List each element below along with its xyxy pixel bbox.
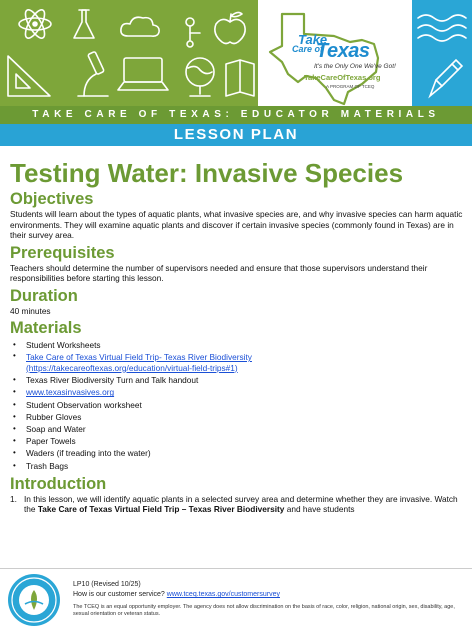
duration-section [10, 287, 464, 317]
logo-take: Take [298, 32, 328, 47]
tceq-seal-icon [8, 574, 60, 626]
list-item: • Trash Bags [13, 460, 69, 471]
objectives-section [10, 190, 464, 241]
objectives-text: Students will learn about the types of aquatic plants, what invasive species are, and why invasive species can harm aquatic environments. They will examine aquatic plants and discover if certain invasive species (commonly found in Texas) are in their survey area. [10, 209, 463, 240]
bullet-icon: • [13, 375, 16, 385]
footer-divider [0, 568, 472, 569]
customer-survey-link[interactable]: www.tceq.texas.gov/customersurvey [166, 591, 280, 598]
logo-texas: Texas [316, 40, 370, 62]
educator-materials-strip: TAKE CARE OF TEXAS: EDUCATOR MATERIALS [0, 106, 472, 124]
list-item [10, 351, 464, 374]
list-item: • Student Worksheets [13, 340, 101, 350]
introduction-heading: Introduction [10, 474, 107, 493]
logo-area [258, 0, 412, 106]
intro-bold-text: Take Care of Texas Virtual Field Trip – Texas River Biodiversity [37, 504, 285, 515]
lesson-code: LP10 (Revised 10/25) [73, 581, 141, 588]
logo-url: TakeCareOfTexas.org [304, 73, 381, 82]
field-trip-link[interactable]: Take Care of Texas Virtual Field Trip- Texas River Biodiversity [26, 352, 252, 363]
intro-text-before: In this lesson, we will identify aquatic plants in a selected survey area and determine whether they are invasive. Watch the [24, 493, 458, 515]
field-trip-url-link[interactable]: (https://takecareoftexas.org/education/virtual-field-trips#1) [26, 362, 238, 373]
logo-program: A PROGRAM OF TCEQ [326, 84, 375, 89]
bullet-icon: • [13, 424, 16, 434]
school-doodles-icon [0, 0, 258, 106]
bullet-icon: • [13, 460, 16, 470]
bullet-icon: • [13, 340, 16, 349]
intro-text-after: and have students [284, 504, 355, 515]
customer-service-line [73, 590, 465, 600]
prerequisites-text: Teachers should determine the number of supervisors needed and ensure that those supervisors understand their responsibilities before starting this lesson. [10, 262, 428, 283]
list-item: • Waders (if treading into the water) [13, 448, 151, 459]
introduction-section [10, 475, 464, 515]
materials-section [10, 319, 464, 472]
waves-pencil-icon [412, 0, 472, 106]
logo-tagline: It's the Only One We've Got! [314, 63, 396, 70]
list-item [10, 386, 464, 398]
header-banner [0, 0, 472, 106]
prerequisites-heading: Prerequisites [10, 243, 115, 262]
bullet-icon: • [13, 411, 16, 421]
bullet-icon: • [13, 436, 16, 446]
list-item: • Soap and Water [13, 424, 86, 435]
introduction-list [10, 494, 464, 515]
lesson-plan-strip: LESSON PLAN [0, 124, 472, 146]
step-number: 1. [10, 493, 17, 504]
list-item: • Rubber Gloves [13, 411, 82, 422]
bullet-icon: • [13, 351, 16, 361]
prerequisites-section [10, 244, 464, 284]
objectives-heading: Objectives [10, 190, 94, 208]
list-item: • Student Observation worksheet [13, 399, 142, 410]
logo-care-of: Care of [292, 44, 324, 54]
footer [73, 580, 465, 618]
materials-list [10, 339, 464, 472]
eeo-statement: The TCEQ is an equal opportunity employer. The agency does not allow discrimination on the basis of race, color, religion, national origin, sex, disability, age, sexual orientation or veteran status. [73, 604, 455, 617]
page-title: Testing Water: Invasive Species [10, 158, 404, 188]
service-prompt: How is our customer service? [73, 591, 165, 598]
duration-text: 40 minutes [10, 305, 51, 316]
lesson-content [10, 158, 464, 518]
banner-blue-panel [412, 0, 472, 106]
bullet-icon: • [13, 387, 16, 397]
tceq-seal-emblem-icon [8, 574, 60, 626]
banner-illustration [0, 0, 258, 106]
duration-heading: Duration [10, 286, 78, 305]
bullet-icon: • [13, 448, 16, 458]
materials-heading: Materials [10, 319, 82, 337]
texasinvasives-link[interactable]: www.texasinvasives.org [26, 387, 115, 398]
list-item [10, 494, 464, 515]
list-item: • Texas River Biodiversity Turn and Talk handout [13, 375, 199, 386]
list-item: • Paper Towels [13, 436, 76, 447]
bullet-icon: • [13, 399, 16, 409]
